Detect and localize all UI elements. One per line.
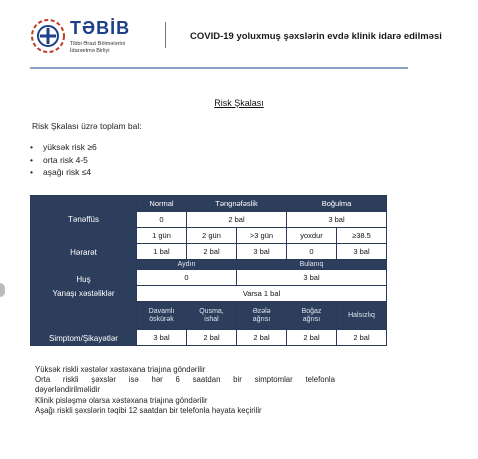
header-rule [30,67,408,69]
risk-level-list [30,142,97,180]
header-bogulma: Boğulma [287,196,387,212]
hararet-value: 2 bal [187,244,237,260]
hararet-header: >3 gün [237,228,287,244]
note-line: Orta riskli şəxslər isə hər 6 saatdan bir simptomlar telefonla [35,375,335,385]
hararet-header: ≥38.5 [337,228,387,244]
teneffus-bogulma-value: 3 bal [287,212,387,228]
note-line: Aşağı riskli şəxslərin təqibi 12 saatdan bir telefonla həyata keçirilir [35,405,262,415]
document-title: COVID-19 yoluxmuş şəxslərin evdə klinik idarə edilməsi [190,31,442,42]
brand-name: TƏBİB [70,18,131,38]
note-line: Yüksək riskli xəstələr xəstəxana triajına göndərilir [35,365,206,374]
hararet-header: yoxdur [287,228,337,244]
hararet-value: 3 bal [237,244,287,260]
simptom-header: Halsızlıq [337,302,387,329]
header-tangnefeslik: Təngnəfəslik [187,196,287,212]
section-title: Risk Şkalası [214,98,264,108]
hus-bulaniq-value: 3 bal [237,270,387,286]
hararet-header: 2 gün [187,228,237,244]
header-normal: Normal [137,196,187,212]
notes [35,365,335,416]
page-edge-tab [0,283,5,297]
brand-subtitle: Tibbi Ərazi Bölmələrini İdarəetmə Birliyi [70,41,125,54]
risk-level-medium: • orta risk 4-5 [30,155,97,168]
simptom-header: Qusma, ishal [187,302,237,329]
simptom-header: Davamlı öskürək [137,302,187,329]
document-header [0,0,478,70]
yanasi-value: Varsa 1 bal [137,286,387,302]
row-label-simptom: Simptom/Şikayətlər [31,302,137,346]
row-label-hus: Huş [31,260,137,286]
simptom-value: 2 bal [287,329,337,345]
risk-scale-table [30,195,387,346]
hus-header-bulaniq: Bulanıq [237,260,387,270]
risk-level-low: • aşağı risk ≤4 [30,167,97,180]
hararet-value: 0 [287,244,337,260]
hus-aydin-value: 0 [137,270,237,286]
simptom-header: Boğaz ağrısı [287,302,337,329]
simptom-value: 3 bal [137,329,187,345]
simptom-value: 2 bal [337,329,387,345]
hararet-value: 1 bal [137,244,187,260]
table-corner-cell [31,196,137,212]
teneffus-tangnefeslik-value: 2 bal [187,212,287,228]
risk-level-high: • yüksək risk ≥6 [30,142,97,155]
simptom-value: 2 bal [187,329,237,345]
note-line: Klinik pisləşmə olarsa xəstəxana triajına göndərilir [35,395,208,405]
header-divider [165,22,166,48]
row-label-hararet: Hərarət [31,228,137,260]
note-line: dəyərləndirilməlidir [35,385,100,395]
intro-text: Risk Şkalası üzrə toplam bal: [32,121,142,131]
hararet-header: 1 gün [137,228,187,244]
tebib-logo-icon [30,18,66,54]
row-label-teneffus: Tənəffüs [31,212,137,228]
simptom-value: 2 bal [237,329,287,345]
hararet-value: 3 bal [337,244,387,260]
row-label-yanasi: Yanaşı xəstəliklər [31,286,137,302]
simptom-header: Əzələ ağrısı [237,302,287,329]
hus-header-aydin: Aydın [137,260,237,270]
teneffus-normal-value: 0 [137,212,187,228]
